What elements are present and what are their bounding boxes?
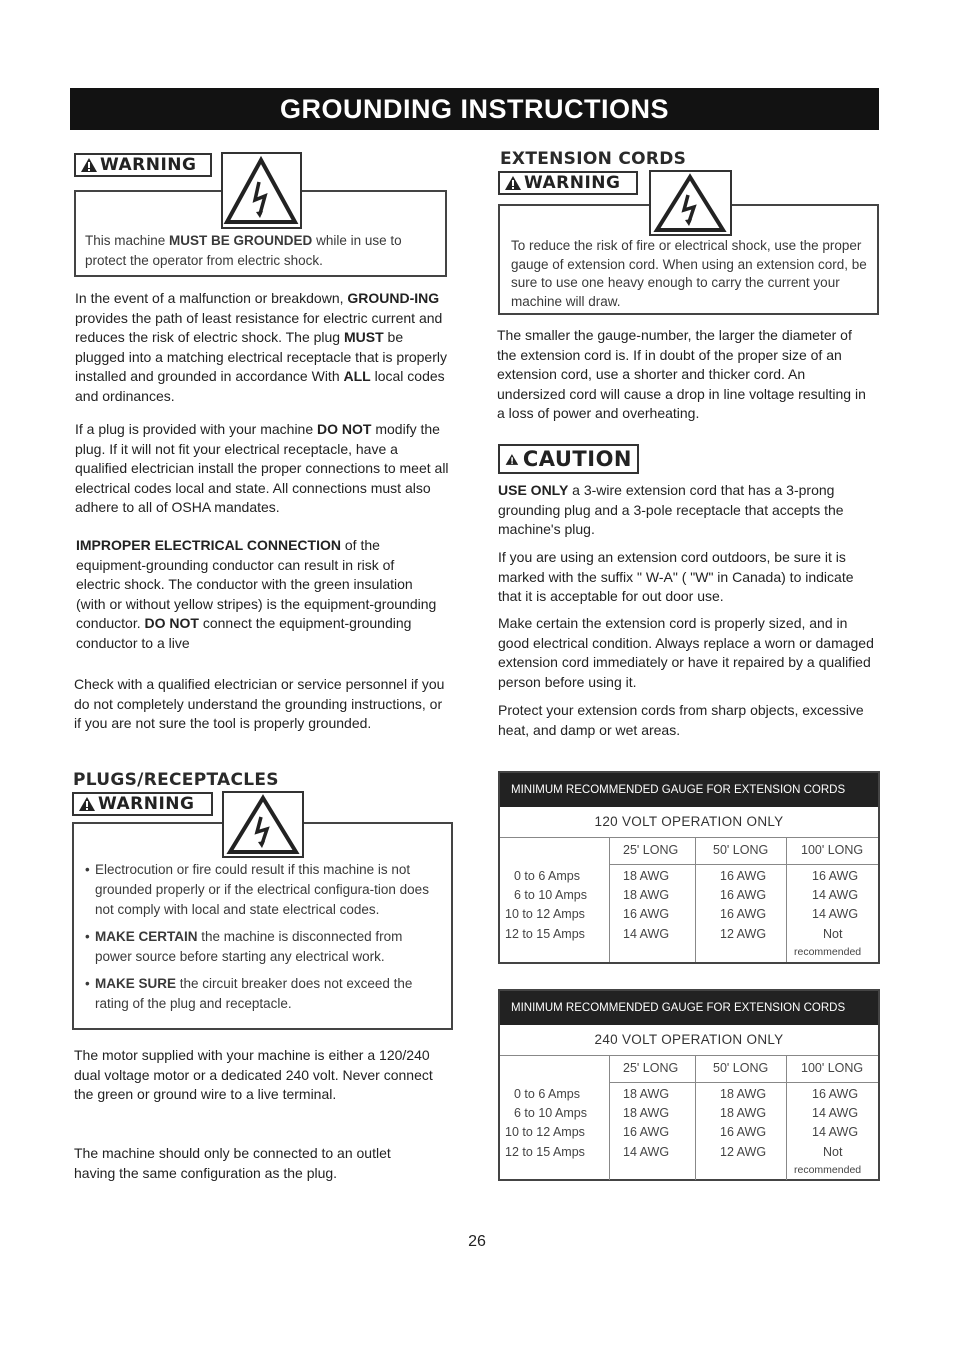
- table-cell: Not: [823, 927, 843, 941]
- p1-text-2: provides the path of least resistance for electric current and reduces the risk of electric shock. The plug: [75, 309, 443, 346]
- table-cell: 16 AWG: [720, 1125, 767, 1139]
- paragraph-outdoors: If you are using an extension cord outdoors, be sure it is marked with the suffix " W-A" ( "W" in Canada) to indicate that it is acceptable for out door use.: [498, 549, 854, 605]
- plugs-warning-bullet-2: [85, 927, 441, 967]
- p2-text-2: modify the plug. If it will not fit your electrical receptacle, have a qualified electrician install the proper connections to meet all electrical codes local and state. All connections must also adhere to all of OSHA mandates.: [75, 421, 449, 516]
- table-cell: 12 AWG: [720, 927, 767, 941]
- electric-shock-icon: [651, 172, 730, 234]
- table-row-amps: 0 to 6 Amps: [514, 869, 581, 883]
- p1-text-4: local codes and ordinances.: [75, 368, 445, 404]
- p-use-only-bold: USE ONLY: [498, 482, 569, 498]
- warning-text-bold: MUST BE GROUNDED: [169, 233, 313, 248]
- paragraph-motor: The motor supplied with your machine is either a 120/240 dual voltage motor or a dedicated 240 volt. Never connect the green or ground wire to a live terminal.: [74, 1047, 433, 1103]
- table-cell: 18 AWG: [720, 1106, 767, 1120]
- table-row-amps: 0 to 6 Amps: [514, 1087, 581, 1101]
- plugs-bullet-1-text: Electrocution or fire could result if this machine is not grounded properly or if the electrical configura-tion does not comply with local and state electrical codes.: [95, 862, 429, 917]
- paragraph-protect: Protect your extension cords from sharp objects, excessive heat, and damp or wet areas.: [498, 702, 864, 738]
- extension-cords-heading: EXTENSION CORDS: [500, 149, 687, 169]
- plugs-bullet-3-bold: MAKE SURE: [95, 976, 177, 991]
- p3-bold-2: DO NOT: [144, 615, 199, 632]
- paragraph-improper-connection: [76, 536, 442, 654]
- table-cell: 14 AWG: [812, 907, 859, 921]
- p1-bold-1: GROUND-ING: [347, 290, 440, 306]
- table-cell: 16 AWG: [623, 907, 670, 921]
- col-header-25: 25' LONG: [623, 843, 679, 857]
- table-cell: 14 AWG: [623, 927, 670, 941]
- table-cell: 16 AWG: [720, 907, 767, 921]
- table-cell: 18 AWG: [720, 1087, 767, 1101]
- table-header: MINIMUM RECOMMENDED GAUGE FOR EXTENSION CORDS (AWG): [500, 773, 878, 807]
- warning-label-extension: [498, 171, 638, 195]
- electric-shock-icon: [223, 154, 300, 227]
- p1-bold-2: MUST: [343, 329, 384, 346]
- col-header-50: 50' LONG: [713, 843, 769, 857]
- table-cell: 14 AWG: [812, 1125, 859, 1139]
- table-note: recommended: [794, 1164, 862, 1176]
- plugs-warning-bullet-1: [85, 860, 441, 920]
- table-header: MINIMUM RECOMMENDED GAUGE FOR EXTENSION CORDS (AWG): [500, 991, 878, 1025]
- p2-bold-1: DO NOT: [317, 421, 372, 437]
- page-title: GROUNDING INSTRUCTIONS: [70, 88, 879, 130]
- page-number: 26: [468, 1233, 486, 1250]
- extension-warning-text: To reduce the risk of fire or electrical shock, use the proper gauge of extension cord. When using an extension cord, be sure to use one heavy enough to carry the current your machine will draw.: [511, 238, 867, 309]
- electric-hazard-symbol-extension: [649, 170, 732, 236]
- warning-label-text: WARNING: [524, 173, 621, 193]
- table-cell: 18 AWG: [623, 888, 670, 902]
- electric-hazard-symbol: [221, 152, 302, 229]
- col-header-100: 100' LONG: [801, 1061, 864, 1075]
- table-cell: 16 AWG: [720, 888, 767, 902]
- gauge-table-120v: [498, 771, 880, 964]
- table-cell: 16 AWG: [812, 869, 859, 883]
- table-grid: [500, 1056, 878, 1180]
- table-grid: [500, 838, 878, 962]
- warning-triangle-icon: [78, 796, 96, 812]
- p3-bold-1: IMPROPER ELECTRICAL CONNECTION: [76, 537, 341, 553]
- warning-triangle-icon: [504, 175, 522, 191]
- col-header-25: 25' LONG: [623, 1061, 679, 1075]
- warning-label-text: WARNING: [100, 155, 197, 175]
- table-subheader: 120 VOLT OPERATION ONLY: [500, 807, 878, 838]
- table-cell: Not: [823, 1145, 843, 1159]
- plugs-bullet-2-text: the machine is disconnected from power source before starting any electrical work.: [95, 929, 403, 964]
- warning-label: [74, 153, 212, 177]
- paragraph-condition: Make certain the extension cord is properly sized, and in good electrical condition. Always replace a worn or damaged extension cord immediately or have it repaired by a qualified person before using it.: [498, 615, 874, 690]
- paragraph-grounding: [75, 289, 447, 407]
- paragraph-use-only: [498, 481, 870, 540]
- paragraph-check-electrician: Check with a qualified electrician or service personnel if you do not completely understand the grounding instructions, or if you are not sure the tool is properly grounded.: [74, 676, 445, 732]
- table-row-amps: 6 to 10 Amps: [514, 1106, 587, 1120]
- table-cell: 14 AWG: [812, 888, 859, 902]
- table-note: recommended: [794, 946, 862, 958]
- warning-label-plugs: [72, 792, 213, 816]
- warning-text-post: while in use to protect the operator from electric shock.: [85, 233, 402, 268]
- warning-text-pre: This machine: [85, 233, 170, 248]
- warning-label-text: WARNING: [98, 794, 195, 814]
- p1-text-1: In the event of a malfunction or breakdown,: [75, 290, 348, 306]
- table-cell: 16 AWG: [623, 1125, 670, 1139]
- caution-label-text: CAUTION: [522, 447, 632, 471]
- paragraph-gauge: The smaller the gauge-number, the larger the diameter of the extension cord is. If in doubt of the proper size of an extension cord, use a shorter and thicker cord. An undersized cord will cause a drop in line voltage resulting in a loss of power and overheating.: [497, 327, 866, 422]
- table-cell: 16 AWG: [720, 869, 767, 883]
- table-row-amps: 12 to 15 Amps: [505, 927, 585, 941]
- warning-triangle-icon: [80, 157, 98, 173]
- table-cell: 14 AWG: [623, 1145, 670, 1159]
- p2-text-1: If a plug is provided with your machine: [75, 421, 318, 437]
- electric-shock-icon: [224, 793, 302, 856]
- col-header-100: 100' LONG: [801, 843, 864, 857]
- plugs-receptacles-heading: PLUGS/RECEPTACLES: [73, 770, 279, 790]
- electric-hazard-symbol-plugs: [222, 791, 304, 858]
- plugs-bullet-3-text: the circuit breaker does not exceed the rating of the plug and receptacle.: [95, 976, 413, 1011]
- p-use-only-text: a 3-wire extension cord that has a 3-prong grounding plug and a 3-pole receptacle that accepts the machine's plug.: [498, 482, 844, 538]
- caution-label: [498, 444, 639, 474]
- table-subheader: 240 VOLT OPERATION ONLY: [500, 1025, 878, 1056]
- table-cell: 14 AWG: [812, 1106, 859, 1120]
- plugs-warning-bullet-3: [85, 974, 441, 1014]
- gauge-table-240v: [498, 989, 880, 1181]
- table-row-amps: 12 to 15 Amps: [505, 1145, 585, 1159]
- table-cell: 18 AWG: [623, 869, 670, 883]
- p1-text-3: be plugged into a matching electrical receptacle that is properly installed and grounded in accordance With: [75, 329, 447, 385]
- col-header-50: 50' LONG: [713, 1061, 769, 1075]
- table-row-amps: 6 to 10 Amps: [514, 888, 587, 902]
- table-row-amps: 10 to 12 Amps: [505, 907, 585, 921]
- paragraph-plug: [75, 420, 449, 518]
- caution-triangle-icon: [505, 450, 519, 469]
- table-cell: 12 AWG: [720, 1145, 767, 1159]
- p3-text-1: of the equipment-grounding conductor can result in risk of electric shock. The conductor with the green insulation (with or without yellow stripes) is the equipment-grounding conductor.: [76, 537, 437, 632]
- table-cell: 16 AWG: [812, 1087, 859, 1101]
- paragraph-outlet: The machine should only be connected to an outlet having the same configuration as the plug.: [74, 1145, 391, 1181]
- table-cell: 18 AWG: [623, 1087, 670, 1101]
- plugs-bullet-2-bold: MAKE CERTAIN: [95, 929, 198, 944]
- p3-text-2: connect the equipment-grounding conductor to a live: [76, 615, 412, 651]
- table-row-amps: 10 to 12 Amps: [505, 1125, 585, 1139]
- table-cell: 18 AWG: [623, 1106, 670, 1120]
- p1-bold-3: ALL: [343, 368, 371, 385]
